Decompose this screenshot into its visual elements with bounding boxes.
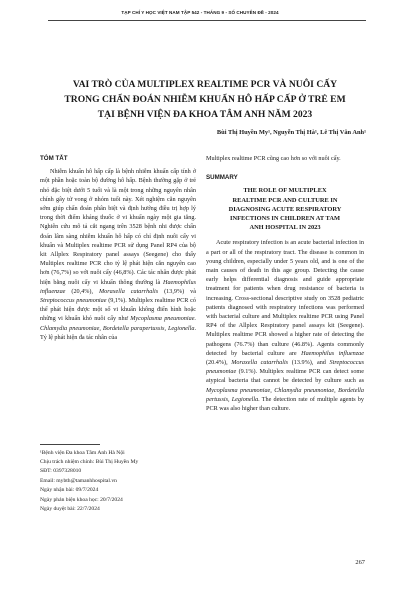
article-title (40, 77, 370, 122)
title-line: TẠI BỆNH VIỆN ĐA KHOA TÂM ANH NĂM 2023 (97, 109, 313, 120)
title-line: TRONG CHẨN ĐOÁN NHIỄM KHUẨN HÔ HẤP CẤP Ở TRẺ EM (64, 94, 346, 105)
right-column (206, 154, 364, 413)
footnote-received: Ngày nhận bài: 09/7/2024 (40, 487, 99, 494)
abstract-continuation: Multiplex realtime PCR cũng cao hơn so với nuôi cấy. (206, 155, 341, 162)
footnote-affiliation: ¹Bệnh viện Đa khoa Tâm Anh Hà Nội (40, 449, 125, 456)
page-number: 267 (355, 559, 365, 566)
en-title-line: INFECTIONS IN CHILDREN AT TAM (230, 215, 340, 223)
english-title (206, 186, 364, 232)
left-column (40, 154, 196, 342)
footnote-rule (40, 444, 100, 445)
abstract-vietnamese: Nhiễm khuẩn hô hấp cấp là bệnh nhiễm khuẩn cấp tính ở một phần hoặc toàn bộ đường hô hấp. Bệnh thường gặp ở trẻ nhỏ đặc biệt dưới 5 tuổi và là một trong những nguyên nhân chính gây tử vong ở nhóm tuổi này. Xét nghiệm căn nguyên sớm giúp chẩn đoán phân biệt và định hướng điều trị hợp lý trong thời điểm kháng thuốc ở vi khuẩn ngày một gia tăng. Nghiên cứu mô tả cắt ngang trên 3528 bệnh nhi được chẩn đoán lâm sàng nhiễm khuẩn hô hấp có chỉ định nuôi cấy vi khuẩn và Multiplex realtime PCR sử dụng Panel RP4 của bộ kit Allplex Respiratory panel assays (Seegene) cho thấy Multiplex realtime PCR cho tỷ lệ phát hiện căn nguyên cao hơn (76,7%) so với nuôi cấy (46,8%). Các tác nhân được phát hiện bằng nuôi cấy vi khuẩn thông thường là Haemophilus influenzae (20,4%), Moraxella catarrhalis (13,9%) và Streptococcus pneumoniae (9,1%). Multiplex realtime PCR có thể phát hiện được một số vi khuẩn không điển hình hoặc những vi khuẩn khó nuôi cấy như Mycoplasma pneumoniae. Chlamydia pneumoniae, Bordetella parapertussis, Legionella. Tỷ lệ phát hiện đa tác nhân của (40, 168, 196, 341)
footnote-responsible: Chịu trách nhiệm chính: Bùi Thị Huyền My (40, 459, 139, 465)
en-title-line: REALTIME PCR AND CULTURE IN (232, 196, 338, 204)
footnote-email: Email: mybth@tamanhhospital.vn (40, 477, 117, 484)
footnote-reviewed: Ngày phản biện khoa học: 20/7/2024 (40, 496, 123, 503)
header-rule (48, 20, 366, 21)
journal-header: TẠP CHÍ Y HỌC VIỆT NAM TẬP 542 - THÁNG 9 - SỐ CHUYÊN ĐỀ - 2024 (121, 10, 279, 15)
authors: Bùi Thị Huyền My¹, Nguyễn Thị Hà¹, Lê Thị Vân Anh¹ (216, 129, 366, 136)
en-title-line: ANH HOSPITAL IN 2023 (249, 224, 321, 232)
abstract-english: Acute respiratory infection is an acute bacterial infection in a part or all of the respiratory tract. The disease is common in young children, especially under 5 years old, and is one of the main causes of death in this age group. Detecting the cause early helps differential diagnosis and guide appropriate treatment for patients when drug resistance of bacteria is increasing. Cross-sectional descriptive study on 3528 pediatric patients diagnosed with respiratory infections was performed with bacterial culture and Multiplex realtime PCR using Panel RP4 of the Allplex Respiratory panel assays kit (Seegene). Multiplex realtime PCR showed a higher rate of detecting the pathogens (76.7%) than culture (46.8%). Agents commonly detected by bacterial culture are Haemophilus influenzae (20.4%), Moraxella catarrhalis (13.9%), and Streptococcus pneumoniae (9.1%). Multiplex realtime PCR can detect some atypical bacteria that cannot be detected by culture such as Mycoplasma pneumoniae, Chlamydia pneumoniae, Bordetella pertussis, Legionella. The detection rate of multiple agents by PCR was also higher than culture. (206, 239, 365, 413)
footnote (40, 444, 196, 514)
footnote-accepted: Ngày duyệt bài: 22/7/2024 (40, 506, 100, 513)
en-title-line: DIAGNOSING ACUTE RESPIRATORY (228, 205, 342, 213)
footnote-phone: SĐT: 0397328010 (40, 468, 82, 475)
abstract-heading: TÓM TẮT (40, 155, 68, 162)
en-title-line: THE ROLE OF MULTIPLEX (243, 187, 327, 195)
title-line: VAI TRÒ CỦA MULTIPLEX REALTIME PCR VÀ NUÔI CẤY (72, 79, 338, 90)
summary-heading: SUMMARY (206, 174, 238, 182)
